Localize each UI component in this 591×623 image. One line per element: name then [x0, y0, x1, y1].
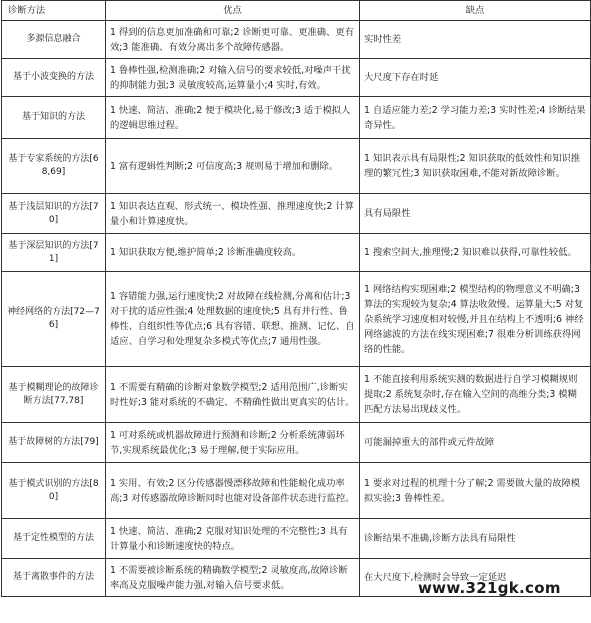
- pros-cell: 1 得到的信息更加准确和可靠;2 诊断更可靠、更准确、更有效;3 能准确、有效分离出多个故障传感器。: [106, 21, 360, 59]
- cons-cell: 具有局限性: [360, 194, 591, 234]
- cons-cell: 大尺度下存在时延: [360, 59, 591, 97]
- cons-cell: 1 不能直接利用系统实测的数据进行自学习模糊规则提取;2 系统复杂时,存在输入空间的高维分类;3 模糊匹配方法易出现歧义性。: [360, 367, 591, 423]
- method-cell: 基于深层知识的方法[71]: [2, 234, 106, 272]
- table-row: [2, 463, 591, 519]
- header-method: 诊断方法: [2, 1, 106, 21]
- table-row: [2, 21, 591, 59]
- cons-cell: 可能漏掉重大的部件或元件故障: [360, 423, 591, 463]
- header-pros: 优点: [106, 1, 360, 21]
- table-row: [2, 423, 591, 463]
- method-cell: 基于模式识别的方法[80]: [2, 463, 106, 519]
- pros-cell: 1 知识表达直观、形式统一、模块性强、推理速度快;2 计算量小和计算速度快。: [106, 194, 360, 234]
- pros-cell: 1 快速、简洁、准确;2 便于模块化,易于修改;3 适于模拟人的逻辑思维过程。: [106, 97, 360, 139]
- method-cell: 基于故障树的方法[79]: [2, 423, 106, 463]
- pros-cell: 1 可对系统或机器故障进行预测和诊断;2 分析系统薄弱环节,实现系统最优化;3 易于理解,便于实际应用。: [106, 423, 360, 463]
- method-cell: 多源信息融合: [2, 21, 106, 59]
- table-row: [2, 519, 591, 559]
- pros-cell: 1 实用、有效;2 区分传感器慢漂移故障和性能蜕化成功率高;3 对传感器故障诊断同时也能对设备部件状态进行监控。: [106, 463, 360, 519]
- method-cell: 基于知识的方法: [2, 97, 106, 139]
- fault-diagnosis-methods-table: [1, 0, 591, 597]
- pros-cell: 1 富有逻辑性判断;2 可信度高;3 规则易于增加和删除。: [106, 139, 360, 194]
- table-row: [2, 234, 591, 272]
- cons-cell: 在大尺度下,检测时会导致一定延迟: [360, 559, 591, 597]
- pros-cell: 1 不需要被诊断系统的精确数学模型;2 灵敏度高,故障诊断率高及克服噪声能力强,对输入信号要求低。: [106, 559, 360, 597]
- cons-cell: 1 搜索空间大,推理慢;2 知识难以获得,可靠性较低。: [360, 234, 591, 272]
- watermark-text: www.321gk.com: [418, 579, 561, 597]
- table-header-row: [2, 1, 591, 21]
- pros-cell: 1 容错能力强,运行速度快;2 对故障在线检测,分离和估计;3 对干扰的适应性强;4 处理数据的速度快;5 具有并行性、鲁棒性、自组织性等优点;6 具有容错、联想、推测、记忆、自适应、自学习和处理复杂多模式等优点;7 通用性强。: [106, 272, 360, 367]
- method-cell: 基于浅层知识的方法[70]: [2, 194, 106, 234]
- pros-cell: 1 知识获取方便,维护简单;2 诊断准确度较高。: [106, 234, 360, 272]
- table-row: [2, 139, 591, 194]
- method-cell: 基于专家系统的方法[68,69]: [2, 139, 106, 194]
- pros-cell: 1 不需要有精确的诊断对象数学模型;2 适用范围广,诊断实时性好;3 能对系统的不确定、不精确性做出更真实的估计。: [106, 367, 360, 423]
- method-cell: 基于小波变换的方法: [2, 59, 106, 97]
- table-row: [2, 59, 591, 97]
- method-cell: 基于定性模型的方法: [2, 519, 106, 559]
- cons-cell: 实时性差: [360, 21, 591, 59]
- cons-cell: 诊断结果不准确,诊断方法具有局限性: [360, 519, 591, 559]
- cons-cell: 1 知识表示具有局限性;2 知识获取的低效性和知识推理的繁冗性;3 知识获取困难,不能对新故障诊断。: [360, 139, 591, 194]
- method-cell: 基于模糊理论的故障诊断方法[77,78]: [2, 367, 106, 423]
- table-row: [2, 194, 591, 234]
- cons-cell: 1 网络结构实现困难;2 模型结构的物理意义不明确;3 算法的实现较为复杂;4 算法收敛慢、运算量大;5 对复杂系统学习速度相对较慢,并且在结构上不透明;6 神经网络滤波的方法在线实现困难;7 很难分析训练获得网络的性能。: [360, 272, 591, 367]
- pros-cell: 1 鲁棒性强,检测准确;2 对输入信号的要求较低,对噪声干扰的抑制能力强;3 灵敏度较高,运算量小;4 实时,有效。: [106, 59, 360, 97]
- table-row: [2, 97, 591, 139]
- header-cons: 缺点: [360, 1, 591, 21]
- table-row: [2, 367, 591, 423]
- table-row: [2, 272, 591, 367]
- cons-cell: 1 自适应能力差;2 学习能力差;3 实时性差;4 诊断结果奇异性。: [360, 97, 591, 139]
- method-cell: 神经网络的方法[72—76]: [2, 272, 106, 367]
- pros-cell: 1 快速、简洁、准确;2 克服对知识处理的不完整性;3 具有计算量小和诊断速度快的特点。: [106, 519, 360, 559]
- cons-cell: 1 要求对过程的机理十分了解;2 需要做大量的故障模拟实验;3 鲁棒性差。: [360, 463, 591, 519]
- method-cell: 基于离散事件的方法: [2, 559, 106, 597]
